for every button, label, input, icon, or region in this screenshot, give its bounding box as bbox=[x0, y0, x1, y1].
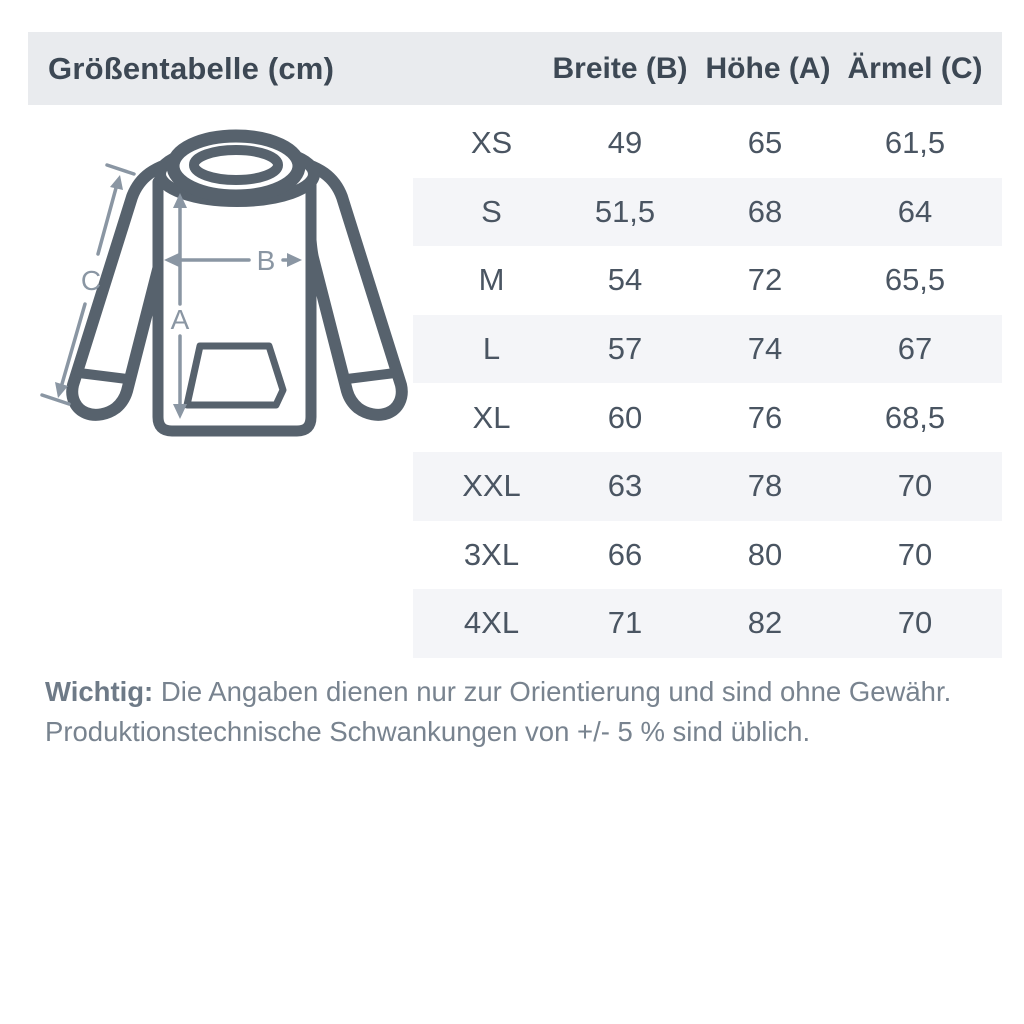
size-label: XS bbox=[470, 125, 513, 161]
column-header-hoehe: Höhe (A) bbox=[705, 51, 831, 85]
hoodie-pocket bbox=[187, 346, 283, 405]
size-label: XL bbox=[472, 399, 511, 435]
hoehe-value: 80 bbox=[747, 536, 783, 572]
size-label: L bbox=[482, 331, 501, 367]
hoehe-value: 72 bbox=[747, 262, 783, 298]
table-row-4xl bbox=[413, 589, 1002, 658]
breite-value: 49 bbox=[607, 125, 643, 161]
aermel-value: 68,5 bbox=[884, 399, 946, 435]
table-row-3xl bbox=[413, 521, 1002, 590]
hoodie-left-cuff-line bbox=[79, 373, 127, 379]
column-header-breite: Breite (B) bbox=[552, 51, 688, 85]
disclaimer-line1: Die Angaben dienen nur zur Orientierung und sind ohne Gewähr. bbox=[153, 676, 952, 707]
hoodie-measurement-diagram bbox=[40, 118, 420, 463]
breite-value: 60 bbox=[607, 399, 643, 435]
table-header-bar bbox=[28, 32, 1002, 105]
aermel-value: 70 bbox=[897, 536, 933, 572]
hoehe-value: 65 bbox=[747, 125, 783, 161]
column-header-aermel: Ärmel (C) bbox=[847, 51, 983, 85]
measure-c-bottom-tick bbox=[42, 395, 69, 404]
aermel-value: 61,5 bbox=[884, 125, 946, 161]
breite-value: 54 bbox=[607, 262, 643, 298]
size-label: S bbox=[481, 193, 502, 229]
hoehe-value: 78 bbox=[747, 468, 783, 504]
breite-value: 63 bbox=[607, 468, 643, 504]
measure-label-a: A bbox=[170, 304, 190, 335]
breite-value: 51,5 bbox=[594, 193, 656, 229]
size-label: 3XL bbox=[463, 536, 520, 572]
aermel-value: 70 bbox=[897, 605, 933, 641]
table-row-xl bbox=[413, 383, 1002, 452]
measure-c-top-tick bbox=[107, 165, 134, 174]
measure-label-b: B bbox=[256, 245, 276, 276]
hoehe-value: 68 bbox=[747, 193, 783, 229]
arrowhead-c-top bbox=[110, 175, 123, 190]
table-row-l bbox=[413, 315, 1002, 384]
table-row-xs bbox=[413, 109, 1002, 178]
table-row-s bbox=[413, 178, 1002, 247]
hoehe-value: 82 bbox=[747, 605, 783, 641]
disclaimer-line2: Produktionstechnische Schwankungen von +/- 5 % sind üblich. bbox=[45, 716, 811, 747]
hoodie-drawing bbox=[40, 118, 420, 463]
disclaimer-bold-label: Wichtig: bbox=[45, 676, 154, 707]
aermel-value: 70 bbox=[897, 468, 933, 504]
aermel-value: 64 bbox=[897, 193, 933, 229]
breite-value: 57 bbox=[607, 331, 643, 367]
size-label: XXL bbox=[462, 468, 521, 504]
hoodie-right-cuff-line bbox=[347, 373, 395, 379]
size-label: 4XL bbox=[463, 605, 520, 641]
table-row-xxl bbox=[413, 452, 1002, 521]
disclaimer-note bbox=[45, 672, 995, 752]
hoehe-value: 74 bbox=[747, 331, 783, 367]
size-label: M bbox=[478, 262, 505, 298]
breite-value: 66 bbox=[607, 536, 643, 572]
size-table bbox=[413, 109, 1002, 658]
breite-value: 71 bbox=[607, 605, 643, 641]
page-title: Größentabelle (cm) bbox=[48, 50, 335, 86]
measure-label-c: C bbox=[80, 265, 102, 296]
aermel-value: 67 bbox=[897, 331, 933, 367]
table-row-m bbox=[413, 246, 1002, 315]
arrowhead-c-bottom bbox=[55, 382, 68, 398]
hoehe-value: 76 bbox=[747, 399, 783, 435]
aermel-value: 65,5 bbox=[884, 262, 946, 298]
